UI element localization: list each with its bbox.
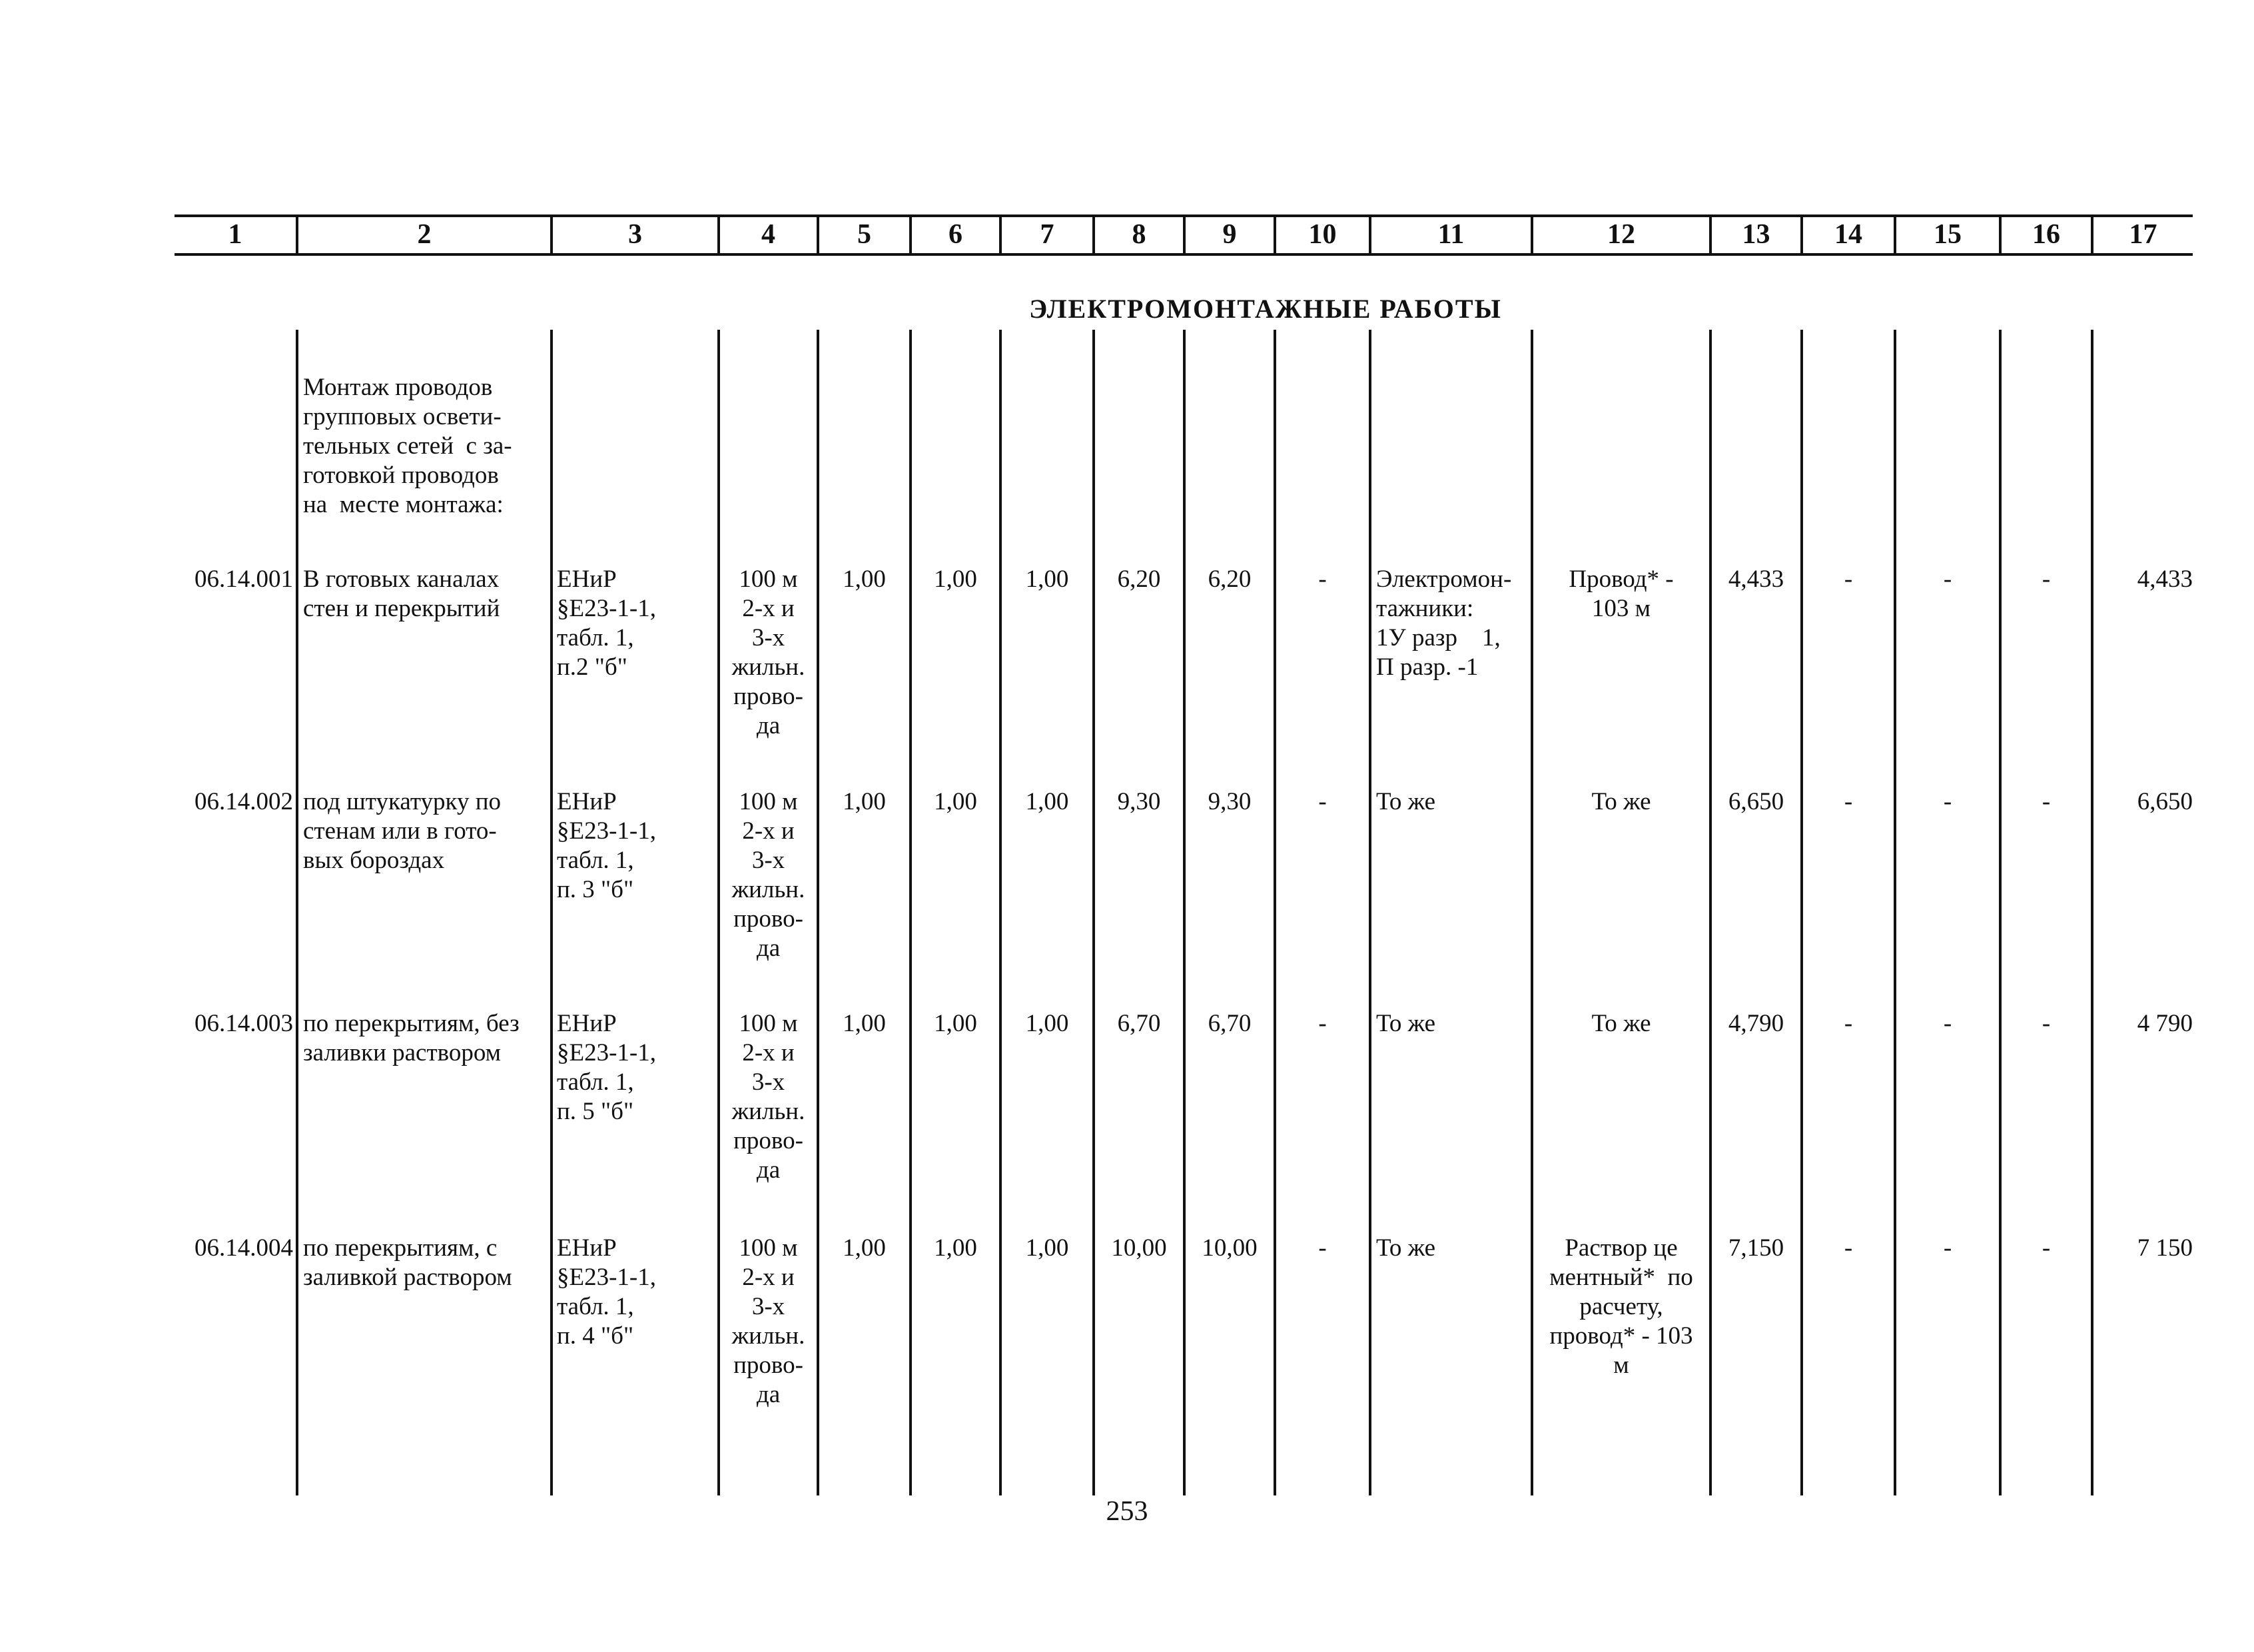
row-col14: - <box>1844 788 1853 815</box>
column-line <box>296 330 298 1495</box>
row-col10: - <box>1318 1010 1327 1037</box>
column-line <box>1999 330 2002 1495</box>
row-norm: ЕНиР §Е23-1-1, табл. 1, п. 5 "б" <box>557 1010 656 1125</box>
column-number-13: 13 <box>1742 219 1770 250</box>
row-col10: - <box>1318 566 1327 593</box>
row-col16: - <box>2042 1010 2051 1037</box>
row-col7: 1,00 <box>1025 1234 1069 1262</box>
row-norm: ЕНиР §Е23-1-1, табл. 1, п.2 "б" <box>557 566 656 681</box>
column-line <box>1709 330 1712 1495</box>
row-name: по перекрытиям, без заливки раствором <box>303 1010 520 1066</box>
row-unit: 100 м 2-х и 3-х жильн. прово- да <box>731 788 805 962</box>
row-col10: - <box>1318 1234 1327 1262</box>
row-col6: 1,00 <box>934 1010 977 1037</box>
column-number-10: 10 <box>1308 219 1337 250</box>
row-col13: 4,790 <box>1728 1010 1784 1037</box>
column-number-16: 16 <box>2032 219 2060 250</box>
row-unit: 100 м 2-х и 3-х жильн. прово- да <box>731 566 805 739</box>
row-col7: 1,00 <box>1025 566 1069 593</box>
row-col17: 6,650 <box>2137 788 2193 815</box>
column-number-9: 9 <box>1222 219 1237 250</box>
column-line <box>1092 330 1095 1495</box>
row-col9: 6,70 <box>1208 1010 1252 1037</box>
row-col9: 9,30 <box>1208 788 1252 815</box>
row-col16: - <box>2042 788 2051 815</box>
row-col15: - <box>1943 1234 1952 1262</box>
row-col13: 4,433 <box>1728 566 1784 593</box>
group-title: Монтаж проводов групповых освети- тельных сетей с за- готовкой проводов на месте монтажа: <box>303 374 512 518</box>
row-workers: То же <box>1376 1010 1436 1037</box>
row-name: по перекрытиям, с заливкой раствором <box>303 1234 512 1291</box>
row-col6: 1,00 <box>934 1234 977 1262</box>
row-code: 06.14.002 <box>194 788 293 815</box>
column-number-5: 5 <box>857 219 871 250</box>
column-line <box>550 330 553 1495</box>
column-line <box>817 330 819 1495</box>
column-number-15: 15 <box>1934 219 1962 250</box>
row-col8: 6,70 <box>1117 1010 1161 1037</box>
row-col5: 1,00 <box>843 566 886 593</box>
row-col16: - <box>2042 1234 2051 1262</box>
row-col6: 1,00 <box>934 788 977 815</box>
row-materials: То же <box>1591 1010 1651 1037</box>
row-materials: Раствор це ментный* по расчету, провод* - 103 м <box>1549 1234 1693 1379</box>
row-col14: - <box>1844 1010 1853 1037</box>
row-workers: То же <box>1376 788 1436 815</box>
column-number-2: 2 <box>417 219 432 250</box>
row-code: 06.14.004 <box>194 1234 293 1262</box>
row-unit: 100 м 2-х и 3-х жильн. прово- да <box>731 1234 805 1408</box>
column-number-14: 14 <box>1834 219 1862 250</box>
column-line <box>1894 330 1896 1495</box>
row-col15: - <box>1943 566 1952 593</box>
section-title: ЭЛЕКТРОМОНТАЖНЫЕ РАБОТЫ <box>1029 294 1502 324</box>
row-unit: 100 м 2-х и 3-х жильн. прово- да <box>731 1010 805 1184</box>
column-number-1: 1 <box>228 219 242 250</box>
column-line <box>1369 330 1371 1495</box>
column-number-7: 7 <box>1040 219 1054 250</box>
row-code: 06.14.003 <box>194 1010 293 1037</box>
column-number-17: 17 <box>2129 219 2157 250</box>
row-col7: 1,00 <box>1025 788 1069 815</box>
row-col10: - <box>1318 788 1327 815</box>
row-col17: 7 150 <box>2137 1234 2193 1262</box>
column-number-4: 4 <box>761 219 775 250</box>
row-col16: - <box>2042 566 2051 593</box>
row-col15: - <box>1943 788 1952 815</box>
row-col8: 9,30 <box>1117 788 1161 815</box>
column-number-6: 6 <box>948 219 962 250</box>
row-code: 06.14.001 <box>194 566 293 593</box>
column-number-11: 11 <box>1437 219 1465 250</box>
row-col6: 1,00 <box>934 566 977 593</box>
column-number-12: 12 <box>1607 219 1635 250</box>
row-col15: - <box>1943 1010 1952 1037</box>
row-col17: 4,433 <box>2137 566 2193 593</box>
row-materials: То же <box>1591 788 1651 815</box>
column-line <box>999 330 1002 1495</box>
row-materials: Провод* - 103 м <box>1569 566 1674 622</box>
row-workers: То же <box>1376 1234 1436 1262</box>
row-col8: 6,20 <box>1117 566 1161 593</box>
column-number-3: 3 <box>628 219 642 250</box>
row-name: В готовых каналах стен и перекрытий <box>303 566 500 622</box>
row-col9: 6,20 <box>1208 566 1252 593</box>
row-norm: ЕНиР §Е23-1-1, табл. 1, п. 3 "б" <box>557 788 656 903</box>
column-line <box>909 330 912 1495</box>
row-col13: 6,650 <box>1728 788 1784 815</box>
row-norm: ЕНиР §Е23-1-1, табл. 1, п. 4 "б" <box>557 1234 656 1350</box>
row-col14: - <box>1844 566 1853 593</box>
row-col13: 7,150 <box>1728 1234 1784 1262</box>
row-col9: 10,00 <box>1202 1234 1258 1262</box>
row-col5: 1,00 <box>843 1234 886 1262</box>
row-workers: Электромон- тажники: 1У разр 1, П разр. -1 <box>1376 566 1512 681</box>
page-number: 253 <box>1106 1496 1148 1527</box>
column-line <box>1274 330 1276 1495</box>
row-col14: - <box>1844 1234 1853 1262</box>
row-col17: 4 790 <box>2137 1010 2193 1037</box>
column-line <box>1800 330 1803 1495</box>
row-name: под штукатурку по стенам или в гото- вых бороздах <box>303 788 502 874</box>
column-line <box>1183 330 1186 1495</box>
row-col5: 1,00 <box>843 1010 886 1037</box>
row-col7: 1,00 <box>1025 1010 1069 1037</box>
column-number-8: 8 <box>1132 219 1146 250</box>
row-col8: 10,00 <box>1111 1234 1167 1262</box>
row-col5: 1,00 <box>843 788 886 815</box>
column-line <box>2091 330 2093 1495</box>
